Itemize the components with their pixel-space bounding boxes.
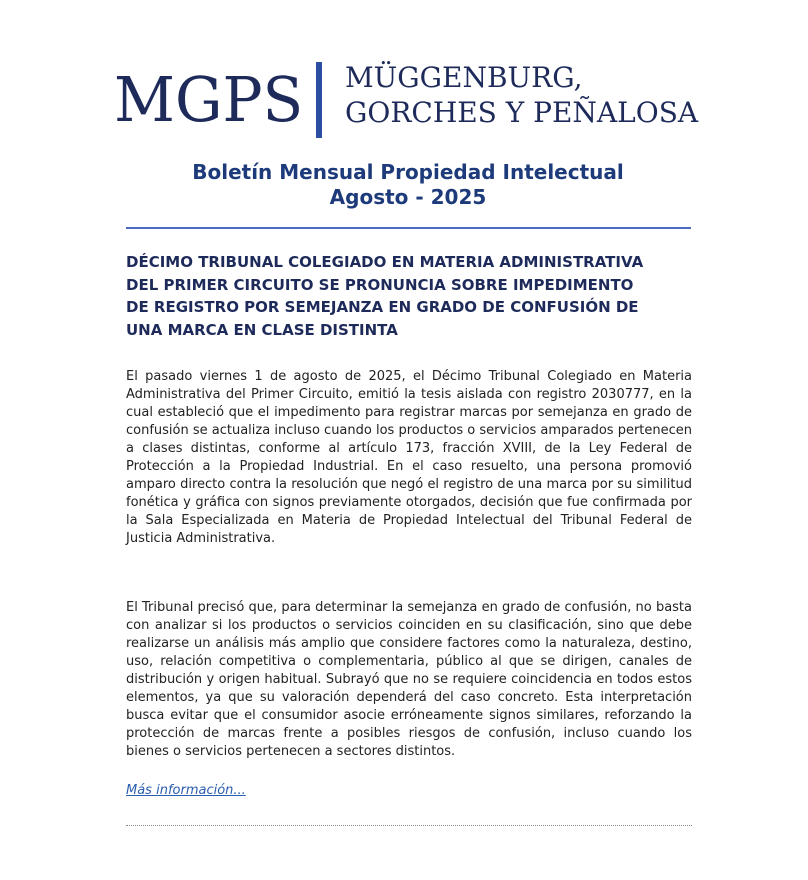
logo-abbreviation: MGPS	[114, 63, 304, 136]
article-heading-line: UNA MARCA EN CLASE DISTINTA	[126, 320, 398, 339]
article-heading-line: DEL PRIMER CIRCUITO SE PRONUNCIA SOBRE IMPEDIMENTO	[126, 275, 634, 294]
title-divider	[126, 227, 691, 229]
bulletin-title-line-2: Agosto - 2025	[329, 185, 487, 209]
article-heading	[126, 251, 696, 341]
more-info-link[interactable]: Más información...	[126, 783, 246, 798]
firm-logo	[114, 58, 714, 142]
logo-divider-bar	[316, 62, 322, 138]
logo-firm-name	[345, 60, 698, 130]
article-paragraph-1: El pasado viernes 1 de agosto de 2025, el Décimo Tribunal Colegiado en Materia Administrativa del Primer Circuito, emitió la tesis aislada con registro 2030777, en la cual estableció que el impedimento para registrar marcas por semejanza en grado de confusión se actualiza incluso cuando los productos o servicios amparados pertenecen a clases distintas, conforme al artículo 173, fracción XVIII, de la Ley Federal de Protección a la Propiedad Industrial. En el caso resuelto, una persona promovió amparo directo contra la resolución que negó el registro de una marca por su similitud fonética y gráfica con signos previamente otorgados, decisión que fue confirmada por la Sala Especializada en Materia de Propiedad Intelectual del Tribunal Federal de Justicia Administrativa.	[126, 369, 693, 546]
article-paragraph-2: El Tribunal precisó que, para determinar la semejanza en grado de confusión, no basta con analizar si los productos o servicios coinciden en su clasificación, sino que debe realizarse un análisis más amplio que considere factores como la naturaleza, destino, uso, relación competitiva o complementaria, público al que se dirigen, canales de distribución y origen habitual. Subrayó que no se requiere coincidencia en todos estos elementos, ya que su valoración dependerá del caso concreto. Esta interpretación busca evitar que el consumidor asocie erróneamente signos similares, reforzando la protección de marcas frente a posibles riesgos de confusión, incluso cuando los bienes o servicios pertenecen a sectores distintos.	[126, 600, 692, 759]
article-heading-line: DE REGISTRO POR SEMEJANZA EN GRADO DE CONFUSIÓN DE	[126, 298, 639, 316]
bulletin-title	[0, 160, 808, 210]
logo-name-line-1: MÜGGENBURG,	[345, 61, 583, 94]
article-heading-line: DÉCIMO TRIBUNAL COLEGIADO EN MATERIA ADMINISTRATIVA	[126, 253, 644, 271]
footer-dotted-divider	[126, 825, 692, 826]
logo-name-line-2: GORCHES Y PEÑALOSA	[345, 96, 699, 129]
bulletin-title-line-1: Boletín Mensual Propiedad Intelectual	[192, 160, 624, 184]
